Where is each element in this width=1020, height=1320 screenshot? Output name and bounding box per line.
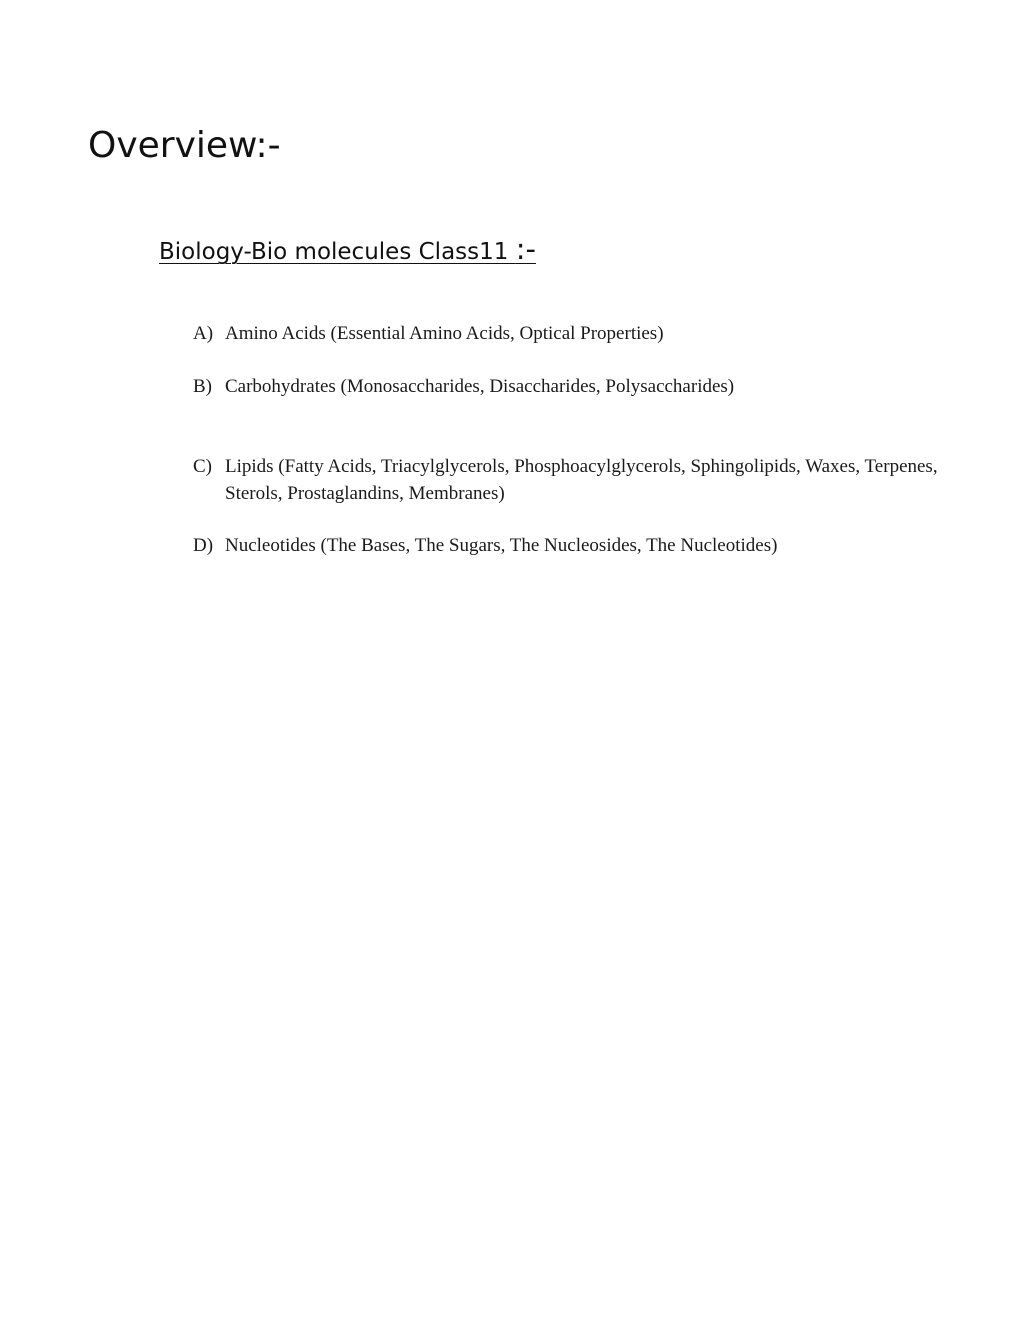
page-title: Overview:- bbox=[88, 125, 281, 166]
topic-marker: D) bbox=[193, 535, 214, 556]
topic-text: Amino Acids (Essential Amino Acids, Optical Properties) bbox=[225, 323, 664, 344]
topic-list-item-amino-acids bbox=[193, 320, 993, 347]
topic-text: Carbohydrates (Monosaccharides, Disaccharides, Polysaccharides) bbox=[225, 376, 735, 397]
topic-list-item-carbohydrates bbox=[193, 373, 993, 400]
topic-text: Nucleotides (The Bases, The Sugars, The Nucleosides, The Nucleotides) bbox=[225, 535, 778, 556]
section-heading-text: Biology-Bio molecules Class11 bbox=[159, 239, 516, 265]
topic-list-item-nucleotides bbox=[193, 532, 993, 559]
section-heading-suffix: :- bbox=[515, 232, 536, 266]
section-heading bbox=[159, 232, 536, 269]
topic-marker: B) bbox=[193, 376, 212, 397]
topic-marker: C) bbox=[193, 456, 212, 477]
topic-marker: A) bbox=[193, 323, 214, 344]
topic-list-item-lipids bbox=[193, 453, 993, 507]
topic-text: Lipids (Fatty Acids, Triacylglycerols, Phosphoacylglycerols, Sphingolipids, Waxes, Terpenes, Sterols, Prostaglandins, Membranes) bbox=[225, 456, 938, 504]
